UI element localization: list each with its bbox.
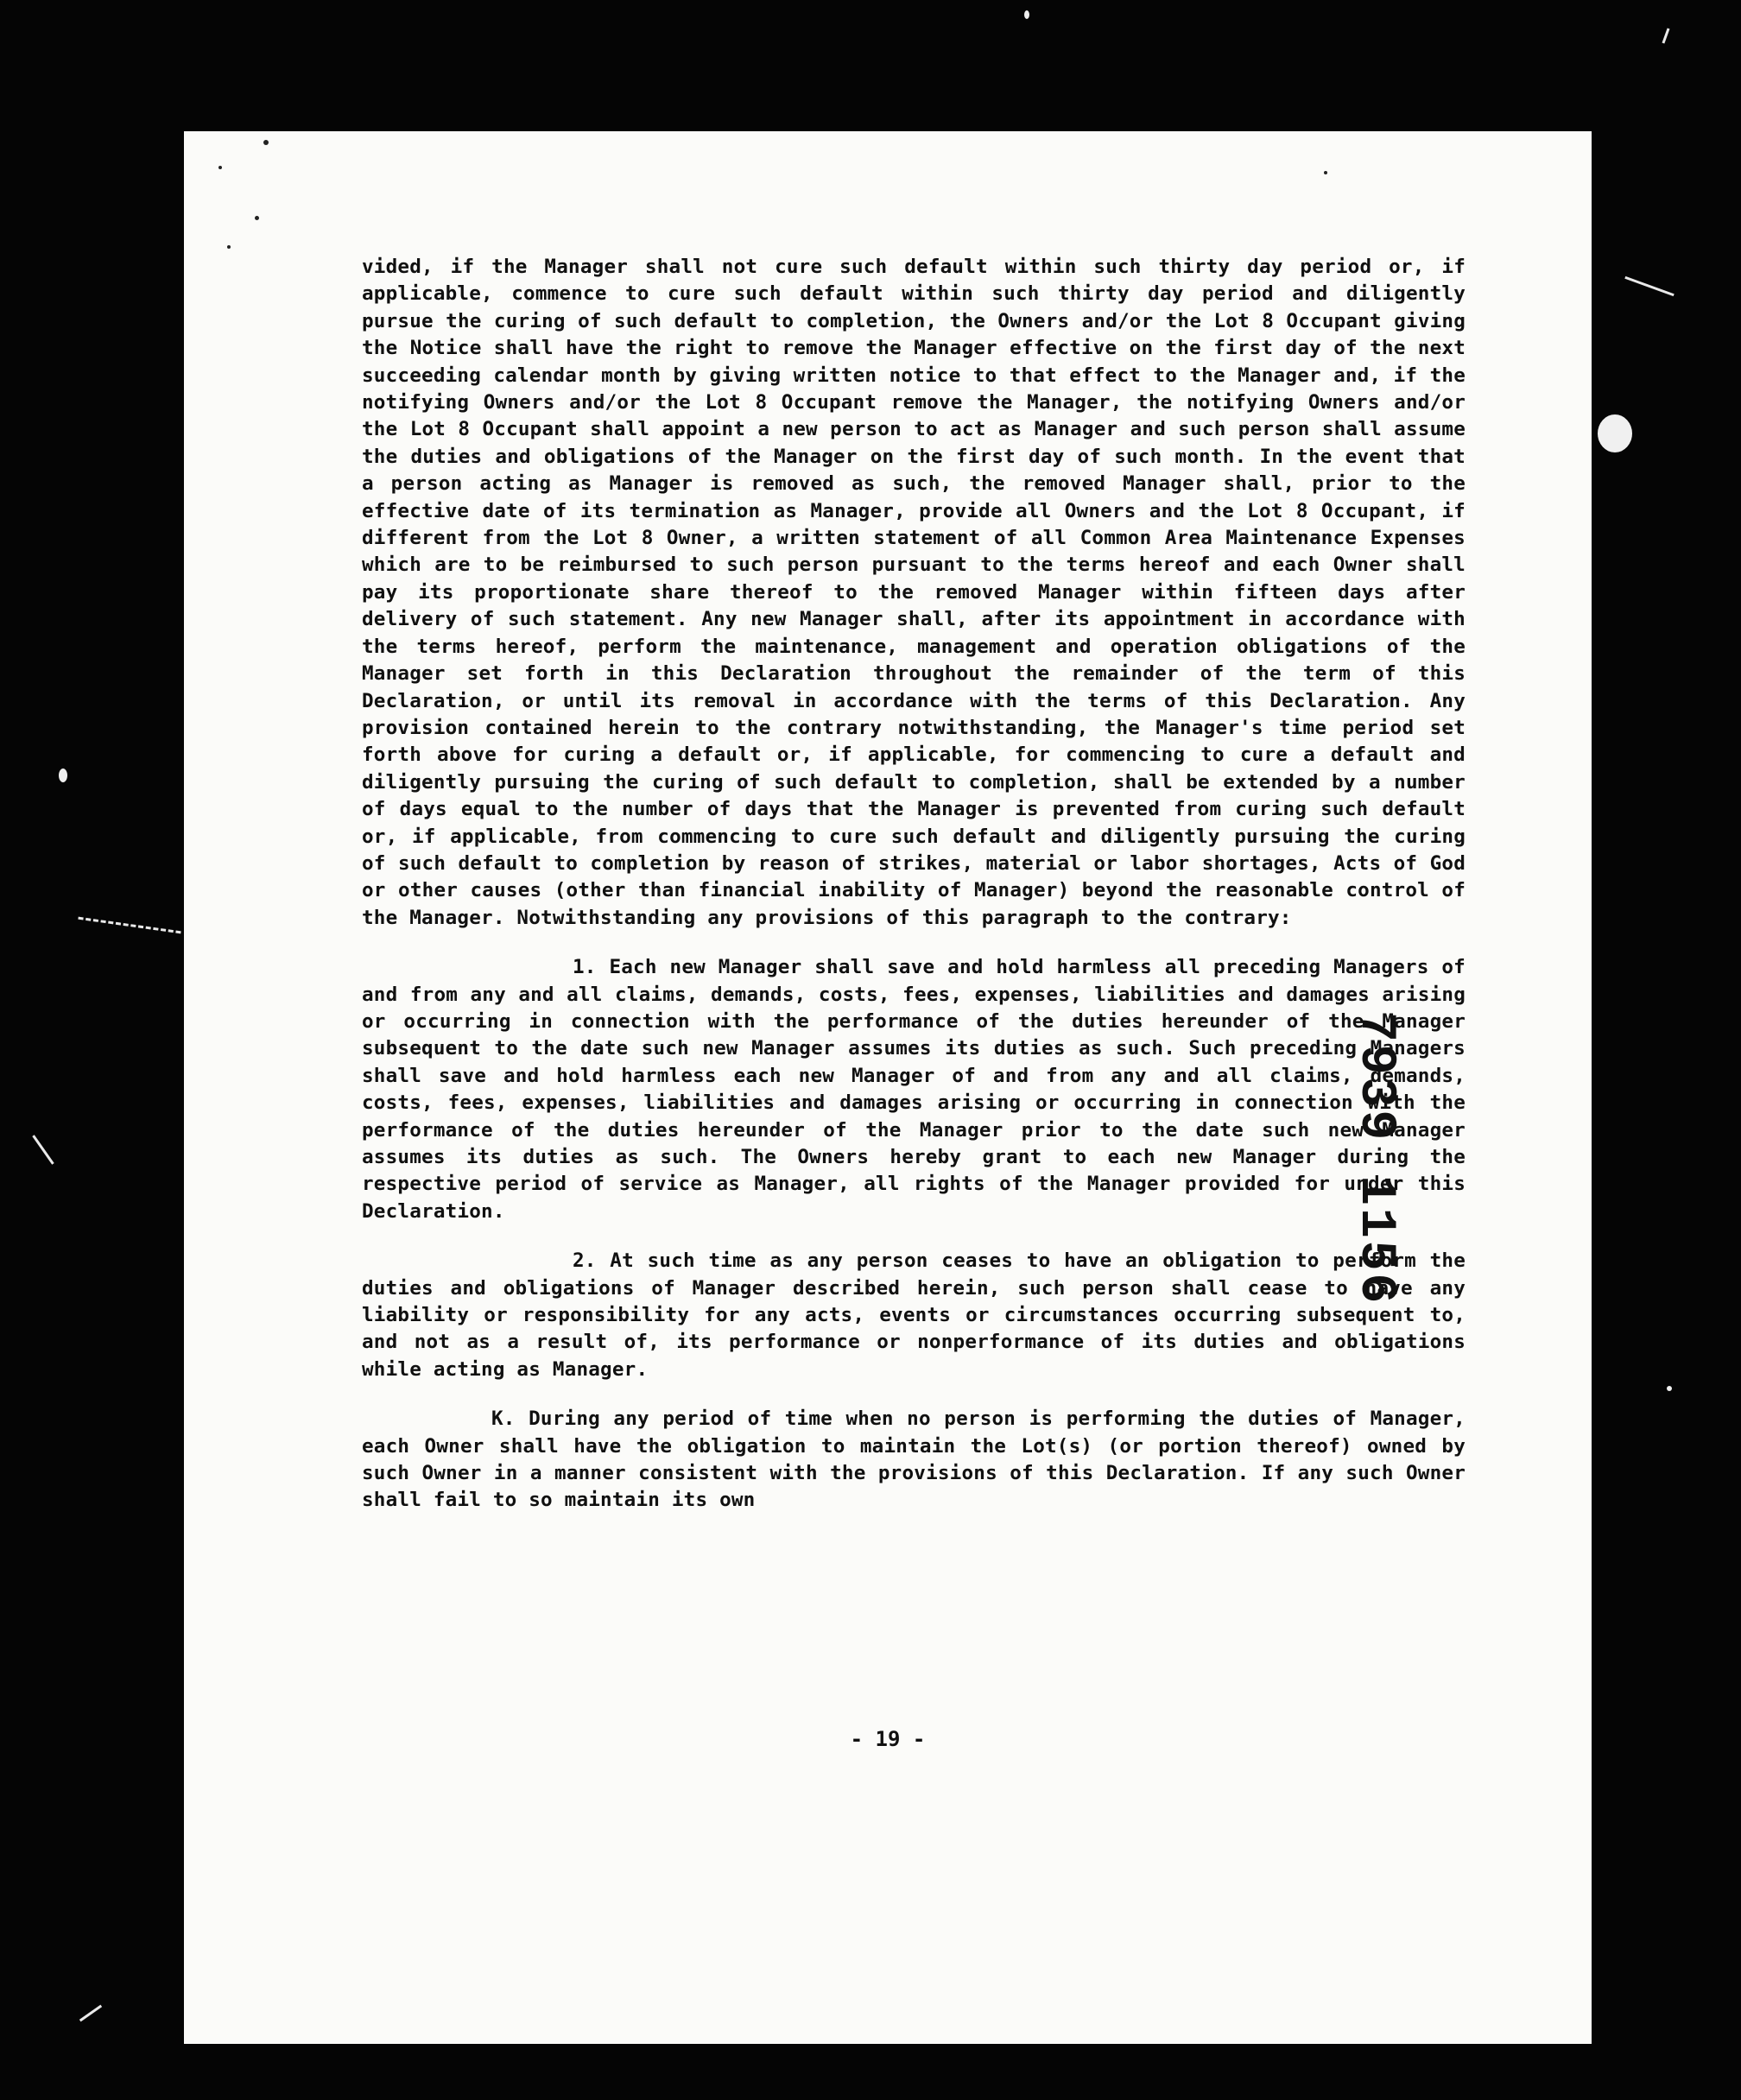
scan-artifact	[255, 216, 259, 220]
scan-artifact	[1667, 1386, 1672, 1391]
scan-artifact	[218, 166, 222, 169]
paragraph-section-k: K. During any period of time when no person is performing the duties of Manager, each Owner shall have the obligation to maintain the Lot(s) (or portion thereof) owned by such Owner in a manner consistent with the provisions of this Declaration. If any such Owner shall fail to so maintain its own	[362, 1407, 1466, 1512]
scan-artifact	[1598, 414, 1632, 452]
scan-artifact	[263, 140, 269, 145]
document-page	[184, 131, 1592, 2044]
scan-artifact	[1024, 10, 1029, 19]
page-number: - 19 -	[850, 1727, 926, 1751]
recording-stamp: 7939 1156	[1347, 1012, 1403, 1306]
scan-artifact	[79, 2005, 102, 2022]
scan-artifact	[1324, 171, 1327, 174]
paragraph-item-2: 2. At such time as any person ceases to have an obligation to perform the duties and obligations of Manager described herein, such person shall cease to have any liability or responsibility for any acts, events or circumstances occurring subsequent to, and not as a result of, its performance or nonperformance of its duties and obligations while acting as Manager.	[362, 1249, 1466, 1381]
scan-artifact	[1624, 276, 1674, 296]
paragraph-item-1: 1. Each new Manager shall save and hold harmless all preceding Managers of and from any and all claims, demands, costs, fees, expenses, liabilities and damages arising or occurring in connection with the performance of the duties hereunder of the Manager subsequent to the date such new Manager assumes its duties as such. Such preceding Managers shall save and hold harmless each new Manager of and from any and all claims, demands, costs, fees, expenses, liabilities and damages arising or occurring in connection with the performance of the duties hereunder of the Manager prior to the date such new Manager assumes its duties as such. The Owners hereby grant to each new Manager during the respective period of service as Manager, all rights of the Manager provided for under this Declaration.	[362, 956, 1466, 1223]
scan-artifact	[227, 245, 231, 249]
scan-artifact	[32, 1135, 54, 1164]
document-body	[362, 254, 1466, 1537]
scan-artifact	[59, 769, 67, 782]
scan-artifact	[78, 917, 180, 934]
paragraph-continuation: vided, if the Manager shall not cure such default within such thirty day period or, if applicable, commence to cure such default within such thirty day period and diligently pursue the curing of such default to completion, the Owners and/or the Lot 8 Occupant giving the Notice shall have the right to remove the Manager effective on the first day of the next succeeding calendar month by giving written notice to that effect to the Manager and, if the notifying Owners and/or the Lot 8 Occupant remove the Manager, the notifying Owners and/or the Lot 8 Occupant shall appoint a new person to act as Manager and such person shall assume the duties and obligations of the Manager on the first day of such month. In the event that a person acting as Manager is removed as such, the removed Manager shall, prior to the effective date of its termination as Manager, provide all Owners and the Lot 8 Occupant, if different from the Lot 8 Owner, a written statement of all Common Area Maintenance Expenses which are to be reimbursed to such person pursuant to the terms hereof and each Owner shall pay its proportionate share thereof to the removed Manager within fifteen days after delivery of such statement. Any new Manager shall, after its appointment in accordance with the terms hereof, perform the maintenance, management and operation obligations of the Manager set forth in this Declaration throughout the remainder of the term of this Declaration, or until its removal in accordance with the terms of this Declaration. Any provision contained herein to the contrary notwithstanding, the Manager's time period set forth above for curing a default or, if applicable, for commencing to cure a default and diligently pursuing the curing of such default to completion, shall be extended by a number of days equal to the number of days that the Manager is prevented from curing such default or, if applicable, from commencing to cure such default and diligently pursuing the curing of such default to completion by reason of strikes, material or labor shortages, Acts of God or other causes (other than financial inability of Manager) beyond the reasonable control of the Manager. Notwithstanding any provisions of this paragraph to the contrary:	[362, 256, 1466, 929]
scan-artifact	[1662, 28, 1670, 44]
